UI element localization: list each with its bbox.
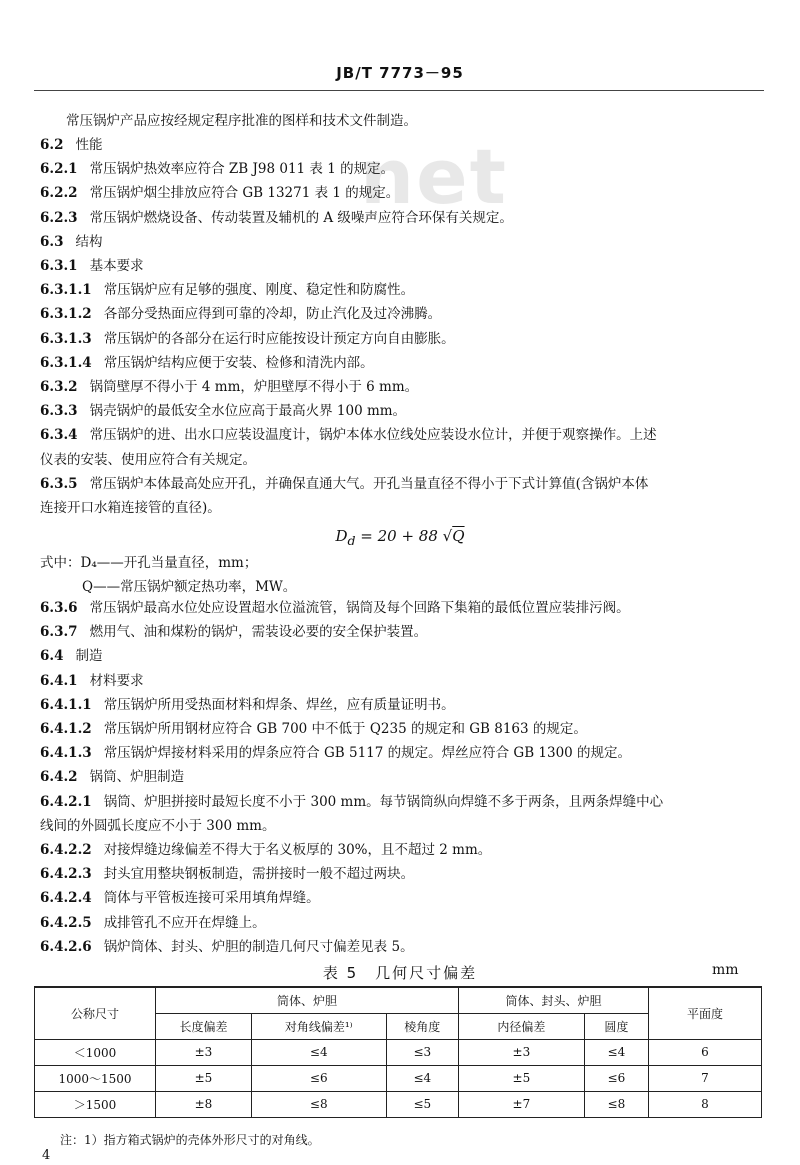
clause-number: 6.3.2 (40, 379, 78, 395)
clause-number: 6.4.2.3 (40, 866, 92, 883)
clause-text: 燃用气、油和煤粉的锅炉，需装设必要的安全保护装置。 (89, 624, 428, 641)
clause-line (40, 402, 760, 420)
formula-where-2: Q——常压锅炉额定热功率，MW。 (82, 579, 297, 595)
clause-line (40, 817, 760, 835)
col-roundness: 圆度 (584, 1013, 648, 1039)
table-cell: ≤5 (386, 1091, 458, 1117)
table-row (35, 1091, 762, 1117)
table-cell: 8 (649, 1091, 762, 1117)
clause-number: 6.3 (40, 233, 64, 250)
table-cell: ±5 (156, 1065, 252, 1091)
clause-text: 制造 (75, 648, 103, 665)
clause-line (40, 136, 760, 154)
clause-line (40, 305, 760, 323)
table-cell: ＞1500 (35, 1091, 156, 1117)
page-number: 4 (42, 1148, 51, 1163)
table-row (35, 1065, 762, 1091)
clause-text: 成排管孔不应开在焊缝上。 (103, 914, 266, 931)
clause-number: 6.2 (40, 137, 64, 153)
clause-number: 6.3.4 (40, 427, 78, 444)
clause-line (40, 889, 760, 907)
tolerance-table (34, 986, 762, 1118)
clause-number: 6.2.1 (40, 161, 78, 178)
clause-line (40, 720, 760, 738)
clause-text: 连接开口水箱连接管的直径)。 (40, 500, 221, 516)
clause-text: 锅壳锅炉的最低安全水位应高于最高火界 100 mm。 (89, 403, 407, 420)
clause-text: 锅筒、炉胆拼接时最短长度不小于 300 mm。每节锅筒纵向焊缝不多于两条，且两条焊缝中心 (103, 793, 664, 810)
col-edge-angle: 棱角度 (386, 1013, 458, 1039)
standard-code-header: JB/T 7773－95 (336, 64, 464, 82)
clause-line (40, 451, 760, 469)
clause-line (40, 599, 760, 617)
col-inner-diameter-deviation: 内径偏差 (459, 1013, 585, 1039)
clause-line (40, 647, 760, 665)
clause-line (40, 938, 760, 956)
clause-text: 结构 (75, 233, 103, 250)
clause-text: 常压锅炉结构应便于安装、检修和清洗内部。 (103, 354, 374, 371)
clause-line (40, 841, 760, 859)
clause-line (40, 914, 760, 932)
clause-text: 常压锅炉应有足够的强度、刚度、稳定性和防腐性。 (103, 282, 415, 299)
table-row (35, 1039, 762, 1065)
clause-line (40, 865, 760, 883)
clause-text: 常压锅炉焊接材料采用的焊条应符合 GB 5117 的规定。焊丝应符合 GB 1300 的规定。 (103, 745, 632, 762)
clause-line (40, 672, 760, 690)
clause-number: 6.4.1.1 (40, 696, 92, 713)
clause-number: 6.4.2.2 (40, 842, 92, 858)
clause-number: 6.4 (40, 648, 64, 665)
clause-number: 6.4.1.2 (40, 721, 92, 737)
clause-line (40, 209, 760, 227)
clause-line (40, 744, 760, 762)
clause-text: 锅炉筒体、封头、炉胆的制造几何尺寸偏差见表 5。 (103, 938, 414, 955)
table-cell: ≤4 (584, 1039, 648, 1065)
clause-text: 常压锅炉最高水位处应设置超水位溢流管，锅筒及每个回路下集箱的最低位置应装排污阀。 (89, 600, 630, 616)
clause-text: 仪表的安装、使用应符合有关规定。 (40, 451, 256, 468)
table-cell: 7 (649, 1065, 762, 1091)
clause-number: 6.3.7 (40, 624, 78, 641)
clause-text: 对接焊缝边缘偏差不得大于名义板厚的 30%，且不超过 2 mm。 (103, 842, 492, 858)
clause-line (40, 768, 760, 786)
clause-line (40, 233, 760, 251)
formula-where-1: 式中：D₄——开孔当量直径，mm； (40, 555, 258, 571)
clause-number: 6.3.1.4 (40, 354, 92, 371)
clause-line (40, 696, 760, 714)
clause-text: 封头宜用整块钢板制造，需拼接时一般不超过两块。 (103, 866, 415, 883)
clause-number: 6.3.6 (40, 600, 78, 616)
clause-number: 6.3.1.2 (40, 306, 92, 323)
clause-number: 6.3.3 (40, 403, 78, 420)
table-cell: ≤6 (251, 1065, 386, 1091)
formula: $D_d = 20 + 88$ √Q (335, 527, 465, 548)
col-length-deviation: 长度偏差 (156, 1013, 252, 1039)
clause-number: 6.4.2.1 (40, 793, 92, 810)
clause-number: 6.3.1 (40, 258, 78, 274)
clause-line (40, 793, 760, 811)
clause-text: 筒体与平管板连接可采用填角焊缝。 (103, 890, 320, 907)
watermark: net (360, 132, 508, 221)
col-nominal-size: 公称尺寸 (35, 987, 156, 1039)
table-footnote: 注：1）指方箱式锅炉的壳体外形尺寸的对角线。 (60, 1133, 320, 1147)
col-diagonal-deviation: 对角线偏差¹⁾ (251, 1013, 386, 1039)
clause-text: 常压锅炉所用钢材应符合 GB 700 中不低于 Q235 的规定和 GB 8163 的规定。 (103, 721, 587, 737)
clause-number: 6.3.5 (40, 475, 78, 492)
clause-number: 6.4.2.6 (40, 938, 92, 955)
clause-line (40, 426, 760, 444)
clause-number: 6.4.1.3 (40, 745, 92, 762)
col-flatness: 平面度 (649, 987, 762, 1039)
clause-number: 6.4.1 (40, 672, 78, 689)
clause-text: 常压锅炉燃烧设备、传动装置及辅机的 A 级噪声应符合环保有关规定。 (89, 209, 513, 226)
table-cell: ±3 (156, 1039, 252, 1065)
clause-text: 基本要求 (89, 258, 144, 274)
clause-number: 6.3.1.3 (40, 330, 92, 347)
table-unit: mm (712, 962, 739, 978)
clause-number: 6.4.2.4 (40, 890, 92, 907)
table-cell: ≤3 (386, 1039, 458, 1065)
table-cell: ＜1000 (35, 1039, 156, 1065)
table-cell: ≤8 (584, 1091, 648, 1117)
clause-number: 6.2.3 (40, 209, 78, 226)
clause-line (40, 378, 760, 396)
clause-text: 常压锅炉烟尘排放应符合 GB 13271 表 1 的规定。 (89, 185, 400, 202)
clause-text: 锅筒、炉胆制造 (89, 769, 185, 786)
clause-text: 材料要求 (89, 672, 144, 689)
clause-text: 锅筒壁厚不得小于 4 mm，炉胆壁厚不得小于 6 mm。 (89, 379, 419, 395)
clause-text: 常压锅炉的进、出水口应装设温度计，锅炉本体水位线处应装设水位计，并便于观察操作。上述 (89, 427, 657, 444)
clause-line (40, 184, 760, 202)
table-cell: ±7 (459, 1091, 585, 1117)
clause-text: 常压锅炉本体最高处应开孔，并确保直通大气。开孔当量直径不得小于下式计算值(含锅炉本体 (89, 475, 649, 492)
table-cell: ≤8 (251, 1091, 386, 1117)
table-cell: 1000～1500 (35, 1065, 156, 1091)
table-cell: ≤4 (386, 1065, 458, 1091)
table-cell: ±5 (459, 1065, 585, 1091)
table-cell: ±3 (459, 1039, 585, 1065)
header-rule (34, 90, 764, 91)
clause-line (40, 499, 760, 517)
clause-line (40, 623, 760, 641)
clause-text: 线间的外圆弧长度应不小于 300 mm。 (40, 817, 276, 834)
table-cell: ≤4 (251, 1039, 386, 1065)
clause-line (40, 281, 760, 299)
col-group-shell-head-furnace: 筒体、封头、炉胆 (459, 987, 649, 1013)
clause-text: 常压锅炉的各部分在运行时应能按设计预定方向自由膨胀。 (103, 330, 455, 347)
intro-paragraph: 常压锅炉产品应按经规定程序批准的图样和技术文件制造。 (66, 113, 417, 129)
clause-number: 6.4.2.5 (40, 914, 92, 931)
table-cell: ≤6 (584, 1065, 648, 1091)
col-group-shell-furnace: 筒体、炉胆 (156, 987, 459, 1013)
clause-number: 6.2.2 (40, 185, 78, 202)
clause-text: 性能 (75, 137, 103, 153)
clause-text: 常压锅炉所用受热面材料和焊条、焊丝，应有质量证明书。 (103, 696, 455, 713)
clause-number: 6.3.1.1 (40, 282, 92, 299)
clause-number: 6.4.2 (40, 769, 78, 786)
clause-text: 常压锅炉热效率应符合 ZB J98 011 表 1 的规定。 (89, 161, 395, 178)
clause-line (40, 257, 760, 275)
table-cell: ±8 (156, 1091, 252, 1117)
table-caption: 表 5 几何尺寸偏差 (322, 964, 478, 982)
clause-line (40, 330, 760, 348)
clause-line (40, 354, 760, 372)
clause-text: 各部分受热面应得到可靠的冷却，防止汽化及过冷沸腾。 (103, 306, 442, 323)
clause-line (40, 475, 760, 493)
table-cell: 6 (649, 1039, 762, 1065)
clause-line (40, 160, 760, 178)
